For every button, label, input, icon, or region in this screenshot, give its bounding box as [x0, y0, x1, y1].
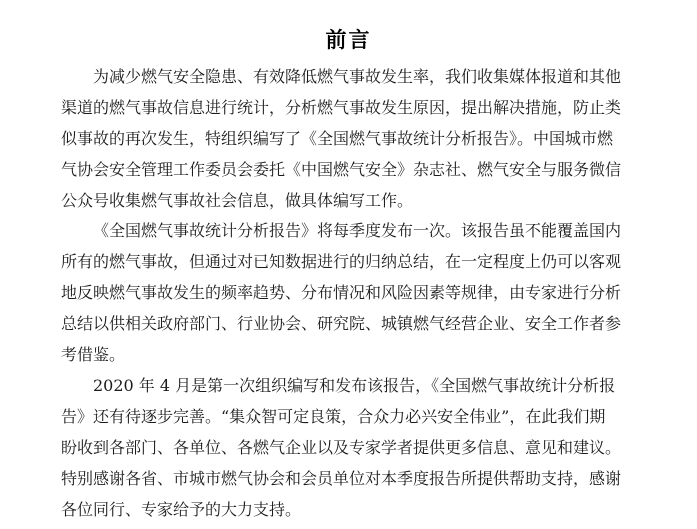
paragraph-line: 为减少燃气安全隐患、有效降低燃气事故发生率，我们收集媒体报道和其他 [93, 67, 622, 86]
page-title: 前言 [325, 28, 372, 52]
paragraph-line: 总结以供相关政府部门、行业协会、研究院、城镇燃气经营企业、安全工作者参 [61, 314, 622, 333]
paragraph-line: 地反映燃气事故发生的频率趋势、分布情况和风险因素等规律，由专家进行分析 [61, 283, 622, 302]
paragraph-line: 渠道的燃气事故信息进行统计，分析燃气事故发生原因，提出解决措施，防止类 [61, 98, 622, 117]
paragraph-line: 所有的燃气事故，但通过对已知数据进行的归纳总结，在一定程度上仍可以客观 [61, 252, 622, 271]
paragraph-line: 公众号收集燃气事故社会信息，做具体编写工作。 [61, 191, 414, 210]
paragraph-3 [61, 370, 641, 525]
paragraph-line: 《全国燃气事故统计分析报告》将每季度发布一次。该报告虽不能覆盖国内 [93, 221, 622, 240]
paragraph-1 [61, 61, 641, 216]
paragraph-line: 特别感谢各省、市城市燃气协会和会员单位对本季度报告所提供帮助支持，感谢 [61, 469, 622, 488]
paragraph-line: 考借鉴。 [61, 345, 126, 364]
paragraph-line: 各位同行、专家给予的大力支持。 [61, 500, 302, 519]
paragraph-2 [61, 215, 641, 370]
paragraph-line: 2020 年 4 月是第一次组织编写和发布该报告，《全国燃气事故统计分析报 [93, 376, 616, 395]
paragraph-line: 盼收到各部门、各单位、各燃气企业以及专家学者提供更多信息、意见和建议。 [61, 438, 622, 457]
paragraph-line: 似事故的再次发生，特组织编写了《全国燃气事故统计分析报告》。中国城市燃 [61, 129, 614, 148]
paragraph-line: 告》还有待逐步完善。“集众智可定良策，合众力必兴安全伟业”，在此我们期 [61, 407, 606, 426]
paragraph-line: 气协会安全管理工作委员会委托《中国燃气安全》杂志社、燃气安全与服务微信 [61, 160, 622, 179]
